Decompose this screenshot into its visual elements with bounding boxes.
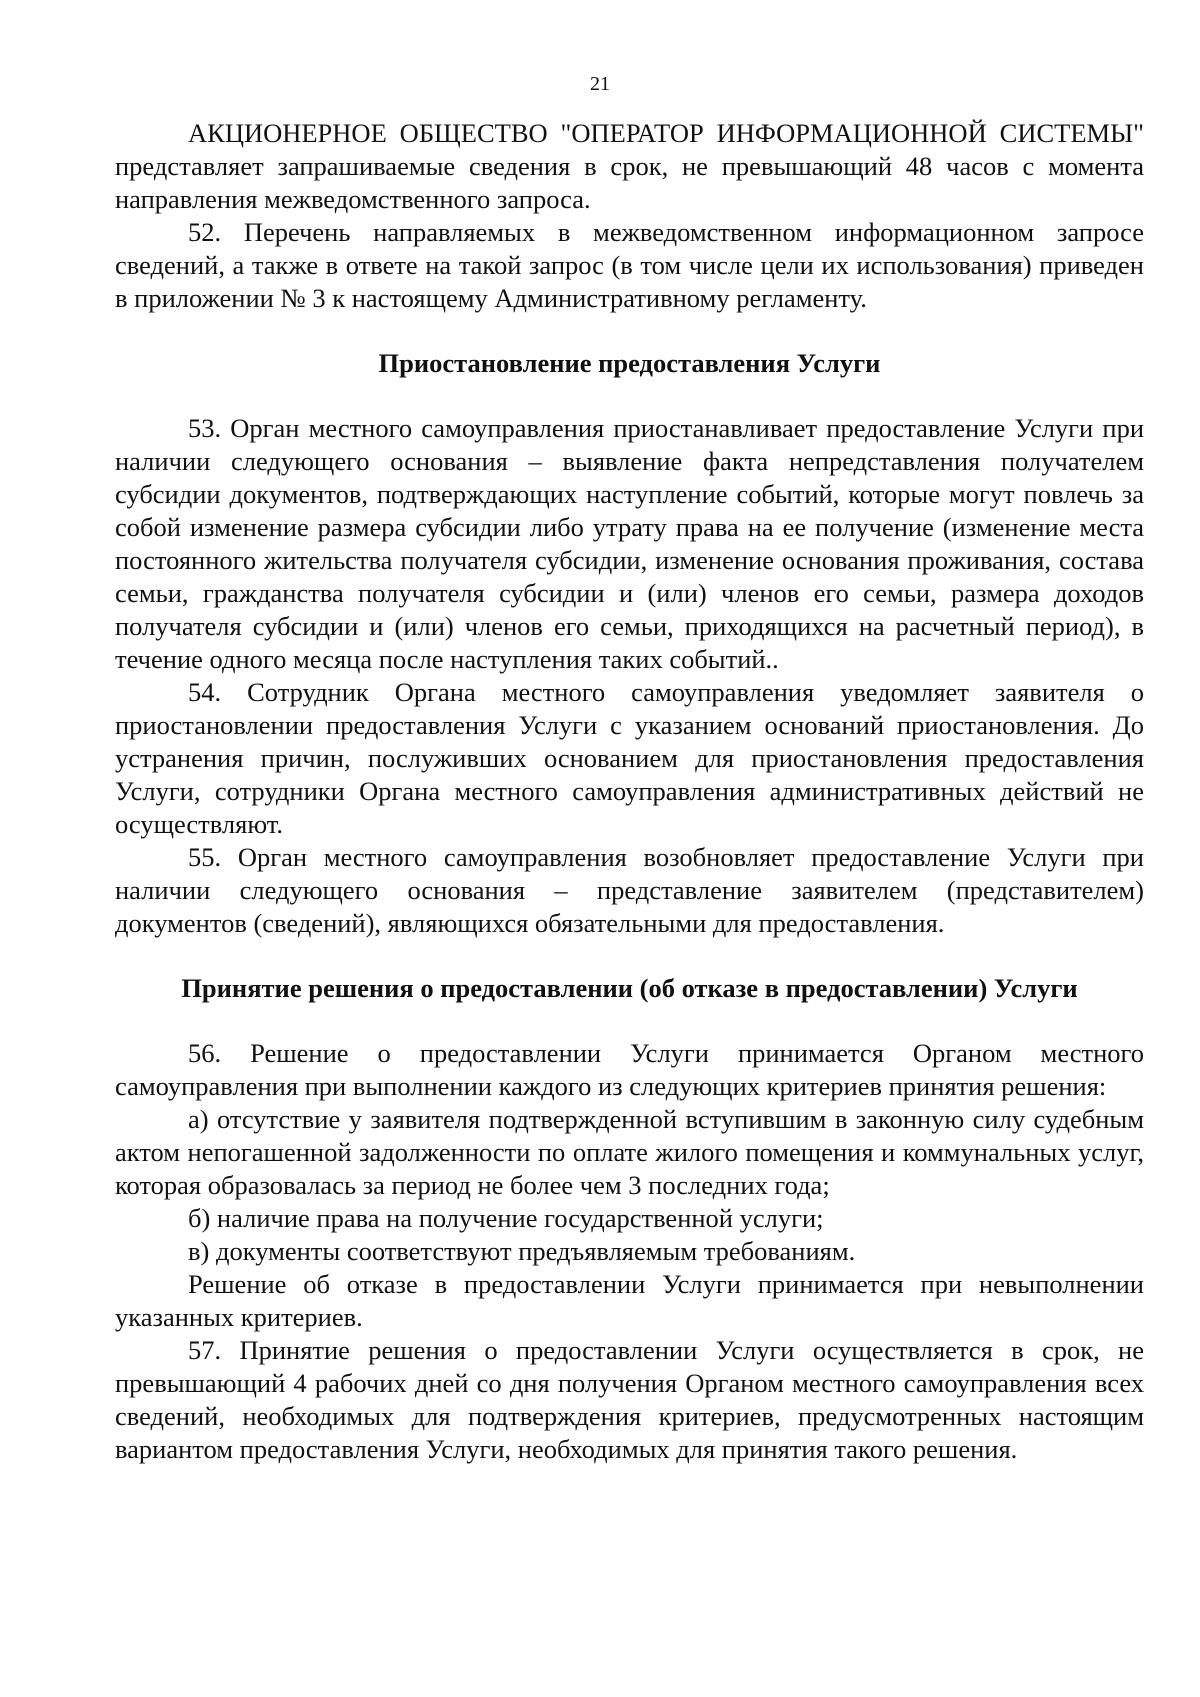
- paragraph-53: 53. Орган местного самоуправления приостанавливает предоставление Услуги при наличии следующего основания – выявление факта непредставления получателем субсидии документов, подтверждающих наступление событий, которые могут повлечь за собой изменение размера субсидии либо утрату права на ее получение (изменение места постоянного жительства получателя субсидии, изменение основания проживания, состава семьи, гражданства получателя субсидии и (или) членов его семьи, размера доходов получателя субсидии и (или) членов его семьи, приходящихся на расчетный период), в течение одного месяца после наступления таких событий..: [115, 413, 1144, 674]
- spacer: [115, 315, 1144, 347]
- paragraph-56-a: а) отсутствие у заявителя подтвержденной вступившим в законную силу судебным актом непогашенной задолженности по оплате жилого помещения и коммунальных услуг, которая образовалась за период не более чем 3 последних года;: [115, 1104, 1144, 1200]
- paragraph-55: 55. Орган местного самоуправления возобновляет предоставление Услуги при наличии следующего основания – представление заявителем (представителем) документов (сведений), являющихся обязательными для предоставления.: [115, 842, 1144, 938]
- document-body: [115, 117, 1144, 1466]
- paragraph-56-b: б) наличие права на получение государственной услуги;: [188, 1203, 824, 1233]
- spacer: [115, 940, 1144, 972]
- paragraph-52: 52. Перечень направляемых в межведомственном информационном запросе сведений, а также в ответе на такой запрос (в том числе цели их использования) приведен в приложении № 3 к настоящему Административному регламенту.: [115, 217, 1144, 313]
- section-heading-decision: Принятие решения о предоставлении (об отказе в предоставлении) Услуги: [181, 973, 1078, 1003]
- spacer: [115, 1005, 1144, 1037]
- spacer: [115, 380, 1144, 412]
- page-number: 21: [590, 73, 610, 95]
- paragraph-54: 54. Сотрудник Органа местного самоуправления уведомляет заявителя о приостановлении предоставления Услуги с указанием оснований приостановления. До устранения причин, послуживших основанием для приостановления предоставления Услуги, сотрудники Органа местного самоуправления административных действий не осуществляют.: [115, 677, 1144, 839]
- paragraph-57: 57. Принятие решения о предоставлении Услуги осуществляется в срок, не превышающий 4 рабочих дней со дня получения Органом местного самоуправления всех сведений, необходимых для подтверждения критериев, предусмотренных настоящим вариантом предоставления Услуги, необходимых для принятия такого решения.: [115, 1335, 1144, 1464]
- paragraph-56: 56. Решение о предоставлении Услуги принимается Органом местного самоуправления при выполнении каждого из следующих критериев принятия решения:: [115, 1038, 1144, 1101]
- paragraph-56-refusal: Решение об отказе в предоставлении Услуги принимается при невыполнении указанных критериев.: [115, 1269, 1144, 1332]
- paragraph-56-c: в) документы соответствуют предъявляемым требованиям.: [188, 1236, 856, 1266]
- paragraph-operator-info-system: АКЦИОНЕРНОЕ ОБЩЕСТВО "ОПЕРАТОР ИНФОРМАЦИОННОЙ СИСТЕМЫ" представляет запрашиваемые сведения в срок, не превышающий 48 часов с момента направления межведомственного запроса.: [115, 118, 1144, 214]
- section-heading-suspension: Приостановление предоставления Услуги: [378, 348, 881, 378]
